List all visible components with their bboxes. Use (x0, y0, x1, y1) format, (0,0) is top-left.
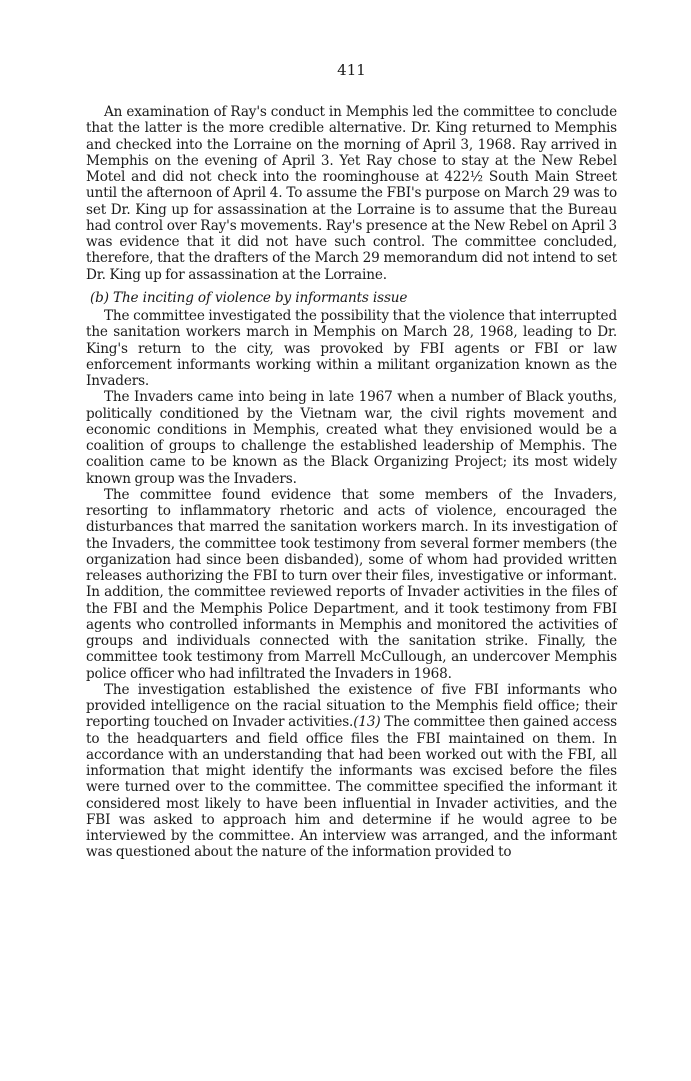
document-page (86, 60, 617, 861)
section-heading-title: The inciting of violence by informants issue (113, 289, 408, 306)
page-number: 411 (337, 61, 366, 79)
paragraph-violence-possibility: The committee investigated the possibility that the violence that interrupted the sanitation workers march in Memphis on March 28, 1968, leading to Dr. King's return to the city, was provoked by FBI agents or FBI or law enforcement informants working within a militant organization known as the Invaders. (86, 308, 617, 389)
section-heading-label: (b) (90, 289, 109, 306)
paragraph-fbi-informants-text-before: The investigation established the existence of five FBI informants who provided intelligence on the racial situation to the Memphis field office; their reporting touched on Invader activities. (86, 681, 617, 731)
paragraph-ray-conduct: An examination of Ray's conduct in Memphis led the committee to conclude that the latter is the more credible alternative. Dr. King returned to Memphis and checked into the Lorraine on the morning of April 3, 1968. Ray arrived in Memphis on the evening of April 3. Yet Ray chose to stay at the New Rebel Motel and did not check into the roominghouse at 422½ South Main Street until the afternoon of April 4. To assume the FBI's purpose on March 29 was to set Dr. King up for assassination at the Lorraine is to assume that the Bureau had control over Ray's movements. Ray's presence at the New Rebel on April 3 was evidence that it did not have such control. The committee concluded, therefore, that the drafters of the March 29 memorandum did not intend to set Dr. King up for assassination at the Lorraine. (86, 104, 617, 283)
paragraph-fbi-informants-text-after: The committee then gained access to the headquarters and field office files the FBI maintained on them. In accordance with an understanding that had been worked out with the FBI, all information that might identify the informants was excised before the files were turned over to the committee. The committee specified the informant it considered most likely to have been influential in Invader activities, and the FBI was asked to approach him and determine if he would agree to be interviewed by the committee. An interview was arranged, and the informant was questioned about the nature of the information provided to (86, 714, 618, 861)
footnote-citation: (13) (353, 714, 381, 731)
paragraph-invaders-origin: The Invaders came into being in late 1967 when a number of Black youths, politically conditioned by the Vietnam war, the civil rights movement and economic conditions in Memphis, created what they envisioned would be a coalition of groups to challenge the established leadership of Memphis. The coalition came to be known as the Black Organizing Project; its most widely known group was the Invaders. (86, 389, 617, 487)
paragraph-fbi-informants (86, 682, 617, 861)
section-heading (86, 290, 617, 306)
paragraph-committee-evidence: The committee found evidence that some members of the Invaders, resorting to inflammatory rhetoric and acts of violence, encouraged the disturbances that marred the sanitation workers march. In its investigation of the Invaders, the committee took testimony from several former members (the organization had since been disbanded), some of whom had provided written releases authorizing the FBI to turn over their files, investigative or informant. In addition, the committee reviewed reports of Invader activities in the files of the FBI and the Memphis Police Department, and it took testimony from FBI agents who controlled informants in Memphis and monitored the activities of groups and individuals connected with the sanitation strike. Finally, the committee took testimony from Marrell McCullough, an undercover Memphis police officer who had infiltrated the Invaders in 1968. (86, 486, 617, 682)
